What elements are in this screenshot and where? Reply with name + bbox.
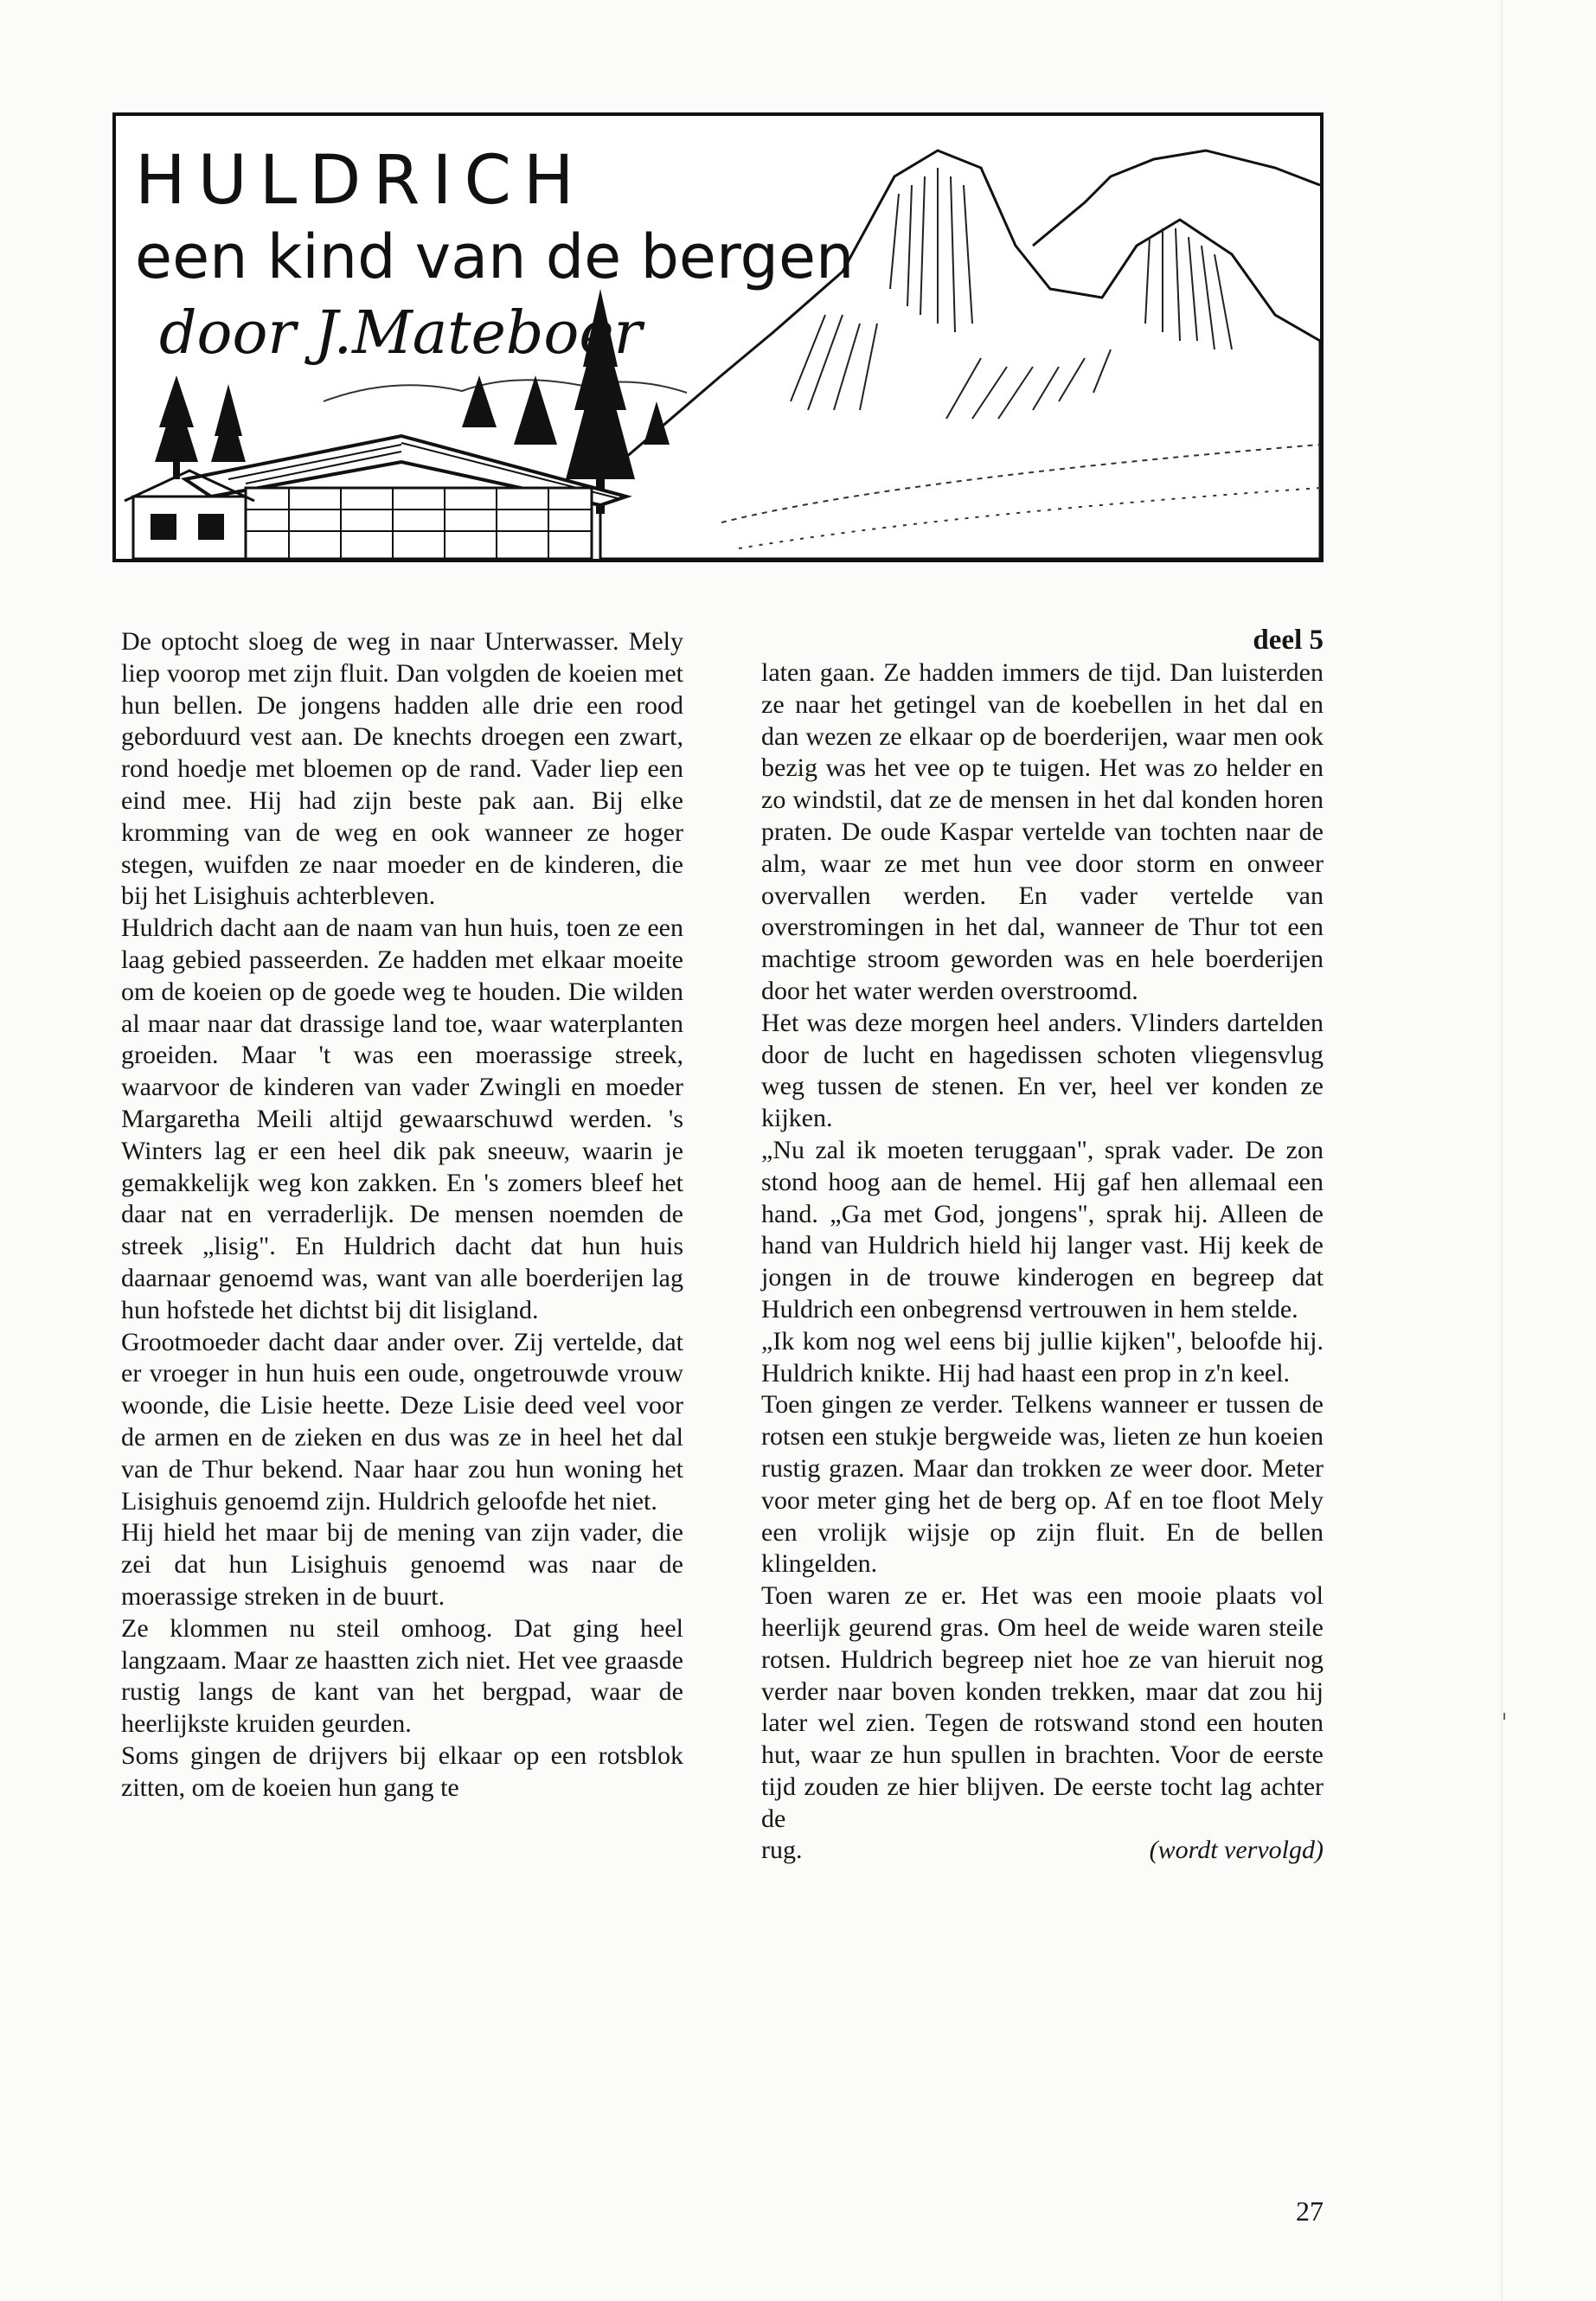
closing-line — [761, 1835, 1324, 1867]
paragraph: Toen gingen ze verder. Telkens wanneer er tussen de rotsen een stukje bergweide was, lieten ze hun koeien rustig grazen. Maar dan trokken ze weer door. Meter voor meter ging het de berg op. Af en toe floot Mely een vrolijk wijsje op zijn fluit. En de bellen klingelden. — [761, 1390, 1324, 1579]
text-column-left — [121, 626, 683, 1804]
paragraph: „Nu zal ik moeten teruggaan", sprak vader. De zon stond hoog aan de hemel. Hij gaf hen allemaal een hand. „Ga met God, jongens", sprak hij. Alleen de hand van Huldrich hield hij langer vast. Hij keek de jongen in de trouwe kinderogen en begreep dat Huldrich een onbegrensd vertrouwen in hem stelde. — [761, 1135, 1324, 1324]
paragraph: De optocht sloeg de weg in naar Unterwasser. Mely liep voorop met zijn fluit. Dan volgden de koeien met hun bellen. De jongens hadden alle drie een rood geborduurd vest aan. De knechts droegen een zwart, rond hoedje met bloemen op de rand. Vader liep een eind mee. Hij had zijn beste pak aan. Bij elke kromming van de weg en ook wanneer ze hoger stegen, wuifden ze naar moeder en de kinderen, die bij het Lisighuis achterbleven. — [121, 627, 683, 911]
story-author: door J.Mateboer — [159, 299, 643, 368]
page-number: 27 — [1296, 2195, 1324, 2227]
story-title: HULDRICH — [135, 142, 586, 220]
paragraph: Grootmoeder dacht daar ander over. Zij vertelde, dat er vroeger in hun huis een oude, ongetrouwde vrouw woonde, die Lisie heette. Deze Lisie deed veel voor de armen en de zieken en dus was ze in heel het dal van de Thur bekend. Naar haar zou hun woning het Lisighuis genoemd zijn. Huldrich geloofde het niet. — [121, 1327, 683, 1516]
margin-mark — [1503, 1713, 1505, 1720]
part-label: deel 5 — [1253, 625, 1324, 656]
paragraph: Huldrich dacht aan de naam van hun huis, toen ze een laag gebied passeerden. Ze hadden met elkaar moeite om de koeien op de goede weg te houden. Die wilden al maar naar dat drassige land toe, waar waterplanten groeiden. Maar 't was een moerassige streek, waarvoor de kinderen van vader Zwingli en moeder Margaretha Meili altijd gewaarschuwd werden. 's Winters lag er een heel dik pak sneeuw, waarin je gemakkelijk weg kon zakken. En 's zomers bleef het daar nat en verraderlijk. De mensen noemden de streek „lisig". En Huldrich dacht dat hun huis daarnaar genoemd was, want van alle boerderijen lag hun hofstede het dichtst bij dit lisigland. — [121, 913, 683, 1324]
paragraph: Ze klommen nu steil omhoog. Dat ging heel langzaam. Maar ze haastten zich niet. Het vee graasde rustig langs de kant van het bergpad, waar de heerlijkste kruiden geurden. — [121, 1613, 683, 1739]
closing-word: rug. — [761, 1836, 803, 1865]
paragraph: Hij hield het maar bij de mening van zijn vader, die zei dat hun Lisighuis genoemd was naar de moerassige streken in de buurt. — [121, 1518, 683, 1611]
paragraph: „Ik kom nog wel eens bij jullie kijken", beloofde hij. Huldrich knikte. Hij had haast een prop in z'n keel. — [761, 1326, 1324, 1388]
continued-note: (wordt vervolgd) — [1149, 1836, 1324, 1865]
page-edge-line — [1501, 0, 1503, 2301]
story-subtitle: een kind van de bergen — [135, 221, 855, 292]
text-column-right — [761, 657, 1324, 1867]
paragraph: Het was deze morgen heel anders. Vlinders dartelden door de lucht en hagedissen schoten vliegensvlug weg tussen de stenen. En ver, heel ver konden ze kijken. — [761, 1008, 1324, 1133]
paragraph: laten gaan. Ze hadden immers de tijd. Dan luisterden ze naar het getingel van de koebellen in het dal en dan wezen ze elkaar op de boerderijen, waar men ook bezig was het vee op te tuigen. Het was zo helder en zo windstil, dat ze de mensen in het dal konden horen praten. De oude Kaspar vertelde van tochten naar de alm, waar ze met hun vee door storm en onweer overvallen werden. En vader vertelde van overstromingen in het dal, wanneer de Thur tot een machtige stroom geworden was en hele boerderijen door het water werden overstroomd. — [761, 658, 1324, 1005]
title-banner — [112, 112, 1324, 562]
paragraph: Soms gingen de drijvers bij elkaar op een rotsblok zitten, om de koeien hun gang te — [121, 1740, 683, 1802]
paragraph: Toen waren ze er. Het was een mooie plaats vol heerlijk geurend gras. Om heel de weide waren steile rotsen. Huldrich begreep niet hoe ze van hieruit nog verder naar boven konden trekken, maar dat zou hij later wel zien. Tegen de rotswand stond een houten hut, waar ze hun spullen in brachten. Voor de eerste tijd zouden ze hier blijven. De eerste tocht lag achter de — [761, 1581, 1324, 1833]
